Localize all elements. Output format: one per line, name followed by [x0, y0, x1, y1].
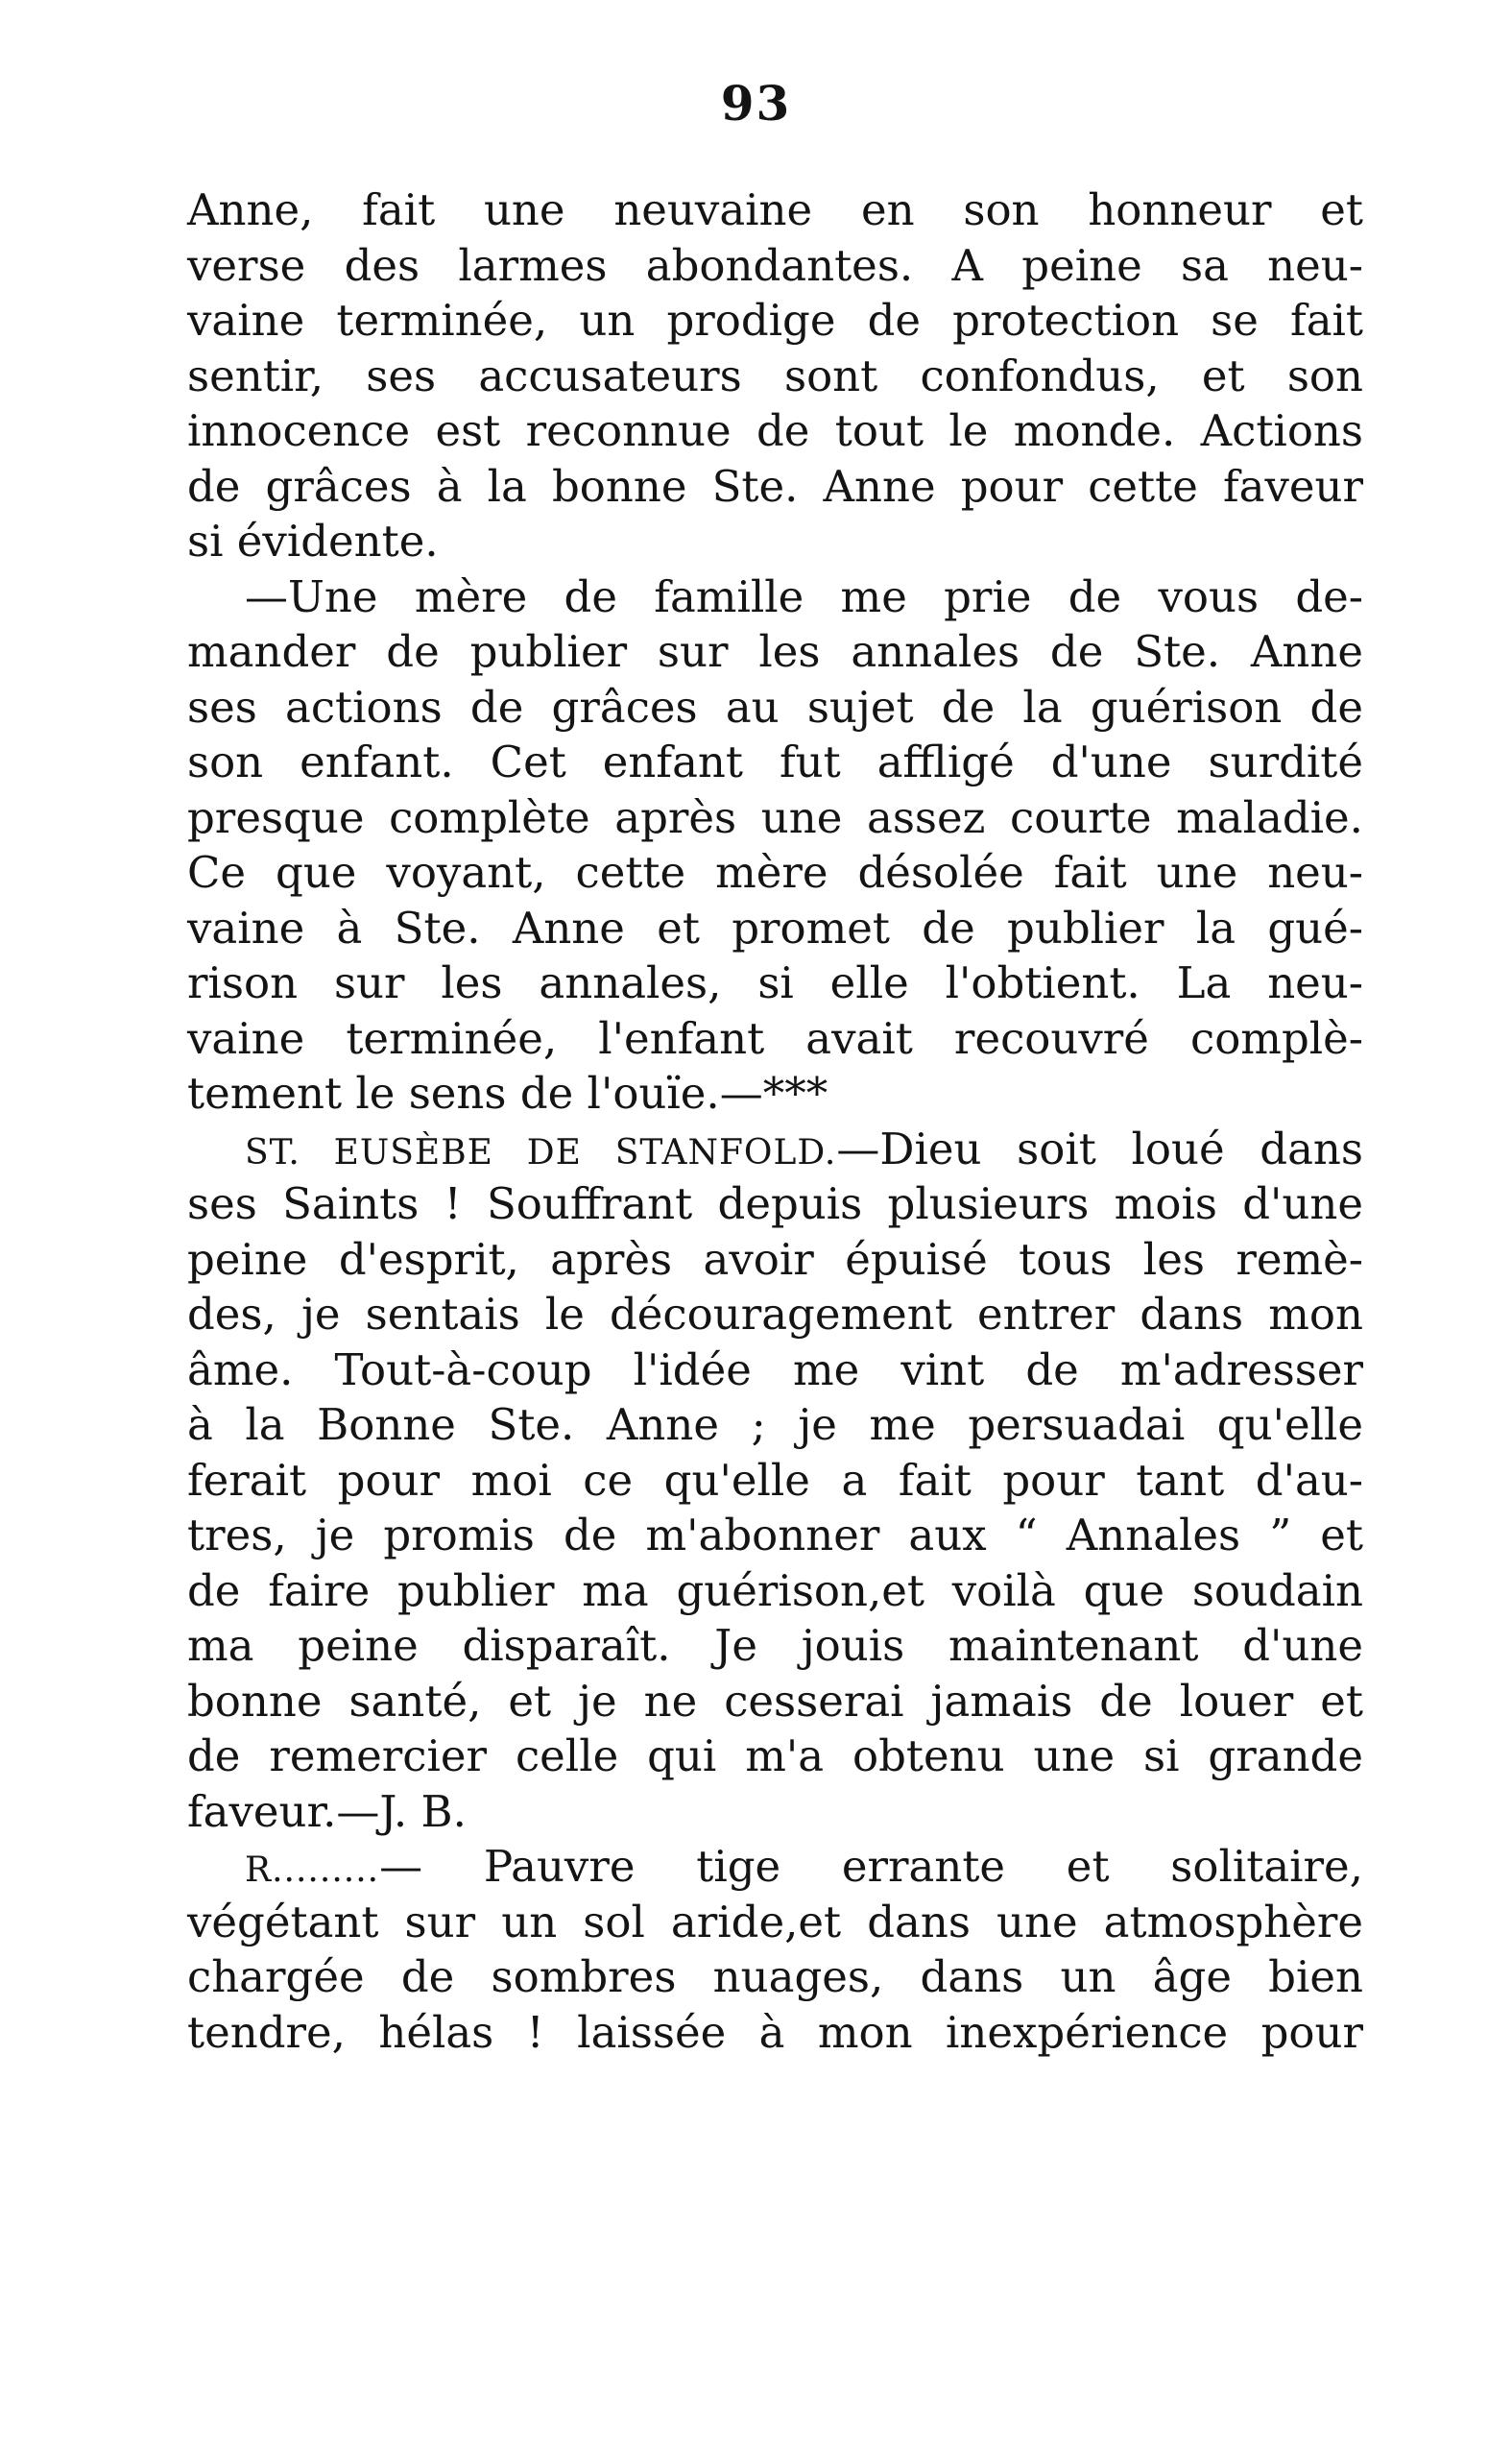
- text-line: [187, 2005, 1363, 2061]
- text-line: [187, 1011, 1363, 1067]
- text-line: [187, 569, 1363, 625]
- line-text: végétant sur un sol aride,et dans une atmosphère: [187, 1896, 1363, 1947]
- line-text: chargée de sombres nuages, dans un âge bien: [187, 1951, 1363, 2002]
- page-number: 93: [720, 75, 792, 132]
- line-text: —Une mère de famille me prie de vous de-: [245, 570, 1363, 622]
- line-text: presque complète après une assez courte maladie.: [187, 791, 1363, 843]
- line-text: peine d'esprit, après avoir épuisé tous les remè-: [187, 1233, 1363, 1285]
- line-text: vaine à Ste. Anne et promet de publier la gué-: [187, 902, 1363, 954]
- line-text: ses Saints ! Souffrant depuis plusieurs mois d'une: [187, 1178, 1363, 1229]
- text-line: [187, 624, 1363, 680]
- line-text: âme. Tout-à-coup l'idée me vint de m'adresser: [187, 1343, 1363, 1395]
- section-heading: ST. EUSÈBE DE STANFOLD.: [245, 1132, 837, 1173]
- text-line: [187, 1453, 1363, 1509]
- text-line: [187, 845, 1363, 901]
- text-line: [187, 1618, 1363, 1674]
- line-text: tement le sens de l'ouïe.—***: [187, 1068, 828, 1119]
- line-text: bonne santé, et je ne cesserai jamais de louer et: [187, 1675, 1363, 1727]
- text-line: [187, 514, 1363, 569]
- text-line: [187, 1895, 1363, 1950]
- line-text: verse des larmes abondantes. A peine sa neu-: [187, 239, 1363, 291]
- line-text: vaine terminée, un prodige de protection se fait: [187, 295, 1363, 346]
- text-line: [187, 182, 1363, 238]
- line-text: —Dieu soit loué dans: [836, 1123, 1363, 1174]
- text-line: [187, 1176, 1363, 1232]
- line-text: rison sur les annales, si elle l'obtient. La neu-: [187, 957, 1363, 1008]
- text-line: [187, 1508, 1363, 1563]
- line-text: tendre, hélas ! laissée à mon inexpérience pour: [187, 2006, 1363, 2058]
- line-text: de remercier celle qui m'a obtenu une si grande: [187, 1730, 1363, 1781]
- text-line: [187, 1342, 1363, 1398]
- text-line: [187, 955, 1363, 1011]
- line-text: sentir, ses accusateurs sont confondus, et son: [187, 350, 1363, 401]
- text-line: [187, 1784, 1363, 1840]
- text-line: [187, 790, 1363, 846]
- text-line: [187, 1674, 1363, 1729]
- text-line: [187, 1232, 1363, 1288]
- line-text: à la Bonne Ste. Anne ; je me persuadai qu'elle: [187, 1399, 1363, 1450]
- text-line: [187, 901, 1363, 956]
- line-text: ses actions de grâces au sujet de la guérison de: [187, 681, 1363, 733]
- section-heading: R.........: [245, 1850, 380, 1890]
- text-line: [187, 680, 1363, 736]
- text-line: [187, 1066, 1363, 1122]
- text-line: [187, 1122, 1363, 1177]
- text-line: [187, 349, 1363, 404]
- line-text: de faire publier ma guérison,et voilà que soudain: [187, 1564, 1363, 1616]
- line-text: — Pauvre tige errante et solitaire,: [379, 1841, 1363, 1892]
- text-line: [187, 1563, 1363, 1619]
- text-line: [187, 1729, 1363, 1784]
- text-line: [187, 1949, 1363, 2005]
- line-text: tres, je promis de m'abonner aux “ Annales ” et: [187, 1510, 1363, 1560]
- line-text: innocence est reconnue de tout le monde. Actions: [187, 405, 1363, 456]
- line-text: si évidente.: [187, 516, 439, 567]
- line-text: son enfant. Cet enfant fut affligé d'une surdité: [187, 737, 1363, 787]
- line-text: mander de publier sur les annales de Ste. Anne: [187, 626, 1363, 677]
- text-line: [187, 735, 1363, 790]
- line-text: Anne, fait une neuvaine en son honneur et: [187, 184, 1363, 235]
- body-text: [187, 182, 1363, 2060]
- text-line: [187, 293, 1363, 349]
- text-line: [187, 238, 1363, 294]
- line-text: Ce que voyant, cette mère désolée fait une neu-: [187, 847, 1363, 898]
- line-text: vaine terminée, l'enfant avait recouvré complè-: [187, 1012, 1363, 1064]
- line-text: ferait pour moi ce qu'elle a fait pour tant d'au-: [187, 1454, 1363, 1506]
- line-text: de grâces à la bonne Ste. Anne pour cette faveur: [187, 460, 1363, 512]
- line-text: faveur.—J. B.: [187, 1785, 467, 1837]
- text-line: [187, 1287, 1363, 1342]
- line-text: ma peine disparaît. Je jouis maintenant d'une: [187, 1620, 1363, 1671]
- text-line: [187, 403, 1363, 459]
- text-line: [187, 459, 1363, 515]
- text-line: [187, 1839, 1363, 1895]
- text-line: [187, 1397, 1363, 1453]
- line-text: des, je sentais le découragement entrer dans mon: [187, 1289, 1363, 1340]
